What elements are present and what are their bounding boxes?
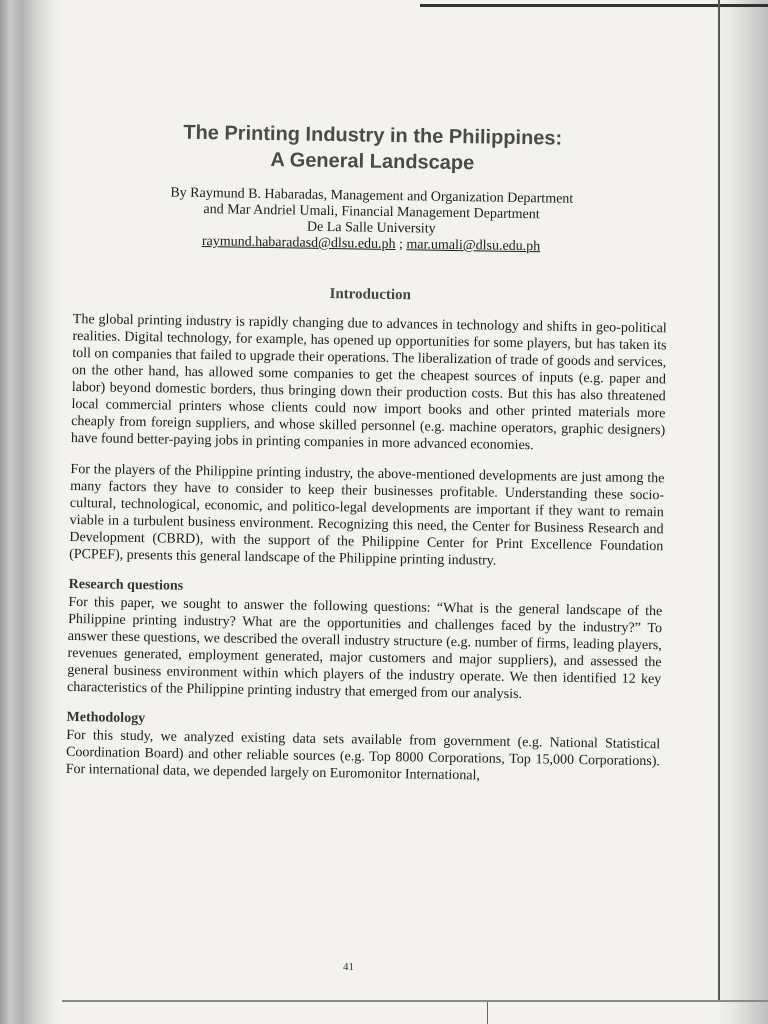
page-edge-tick bbox=[487, 1002, 488, 1024]
author-affiliation: De La Salle University bbox=[306, 219, 436, 237]
introduction-heading: Introduction bbox=[329, 286, 412, 304]
document-title bbox=[75, 118, 670, 179]
title-line-2: A General Landscape bbox=[270, 149, 475, 175]
introduction-paragraph-2: For the players of the Philippine printing industry, the above-mentioned developments are just among the many factors they have to consider to keep their businesses profitable. Understanding these socio-cultural, technological, economic, and politico-legal developments are important if they want to remain viable in a turbulent business environment. Recognizing this need, the Center for Business Research and Development (CBRD), with the support of the Philippine Center for Print Excellence Foundation (PCPEF), presents this general landscape of the Philippine printing industry. bbox=[69, 461, 665, 569]
research-questions-heading: Research questions bbox=[68, 576, 184, 594]
email-separator: ; bbox=[395, 237, 407, 253]
author-line-2: and Mar Andriel Umali, Financial Management Department bbox=[203, 202, 540, 223]
document-content bbox=[65, 118, 670, 801]
research-questions-paragraph: For this paper, we sought to answer the following questions: “What is the general landscape of the Philippine printing industry? What are the opportunities and challenges faced by the industry?” To answer these questions, we described the overall industry structure (e.g. number of firms, leading players, revenues generated, employment generated, major customers and major suppliers), and assessed the general business environment within which players of the industry operate. We then identified 12 key characteristics of the Philippine printing industry that emerged from our analysis. bbox=[66, 594, 663, 703]
page-edge-bottom bbox=[62, 1000, 768, 1002]
introduction-paragraph-1: The global printing industry is rapidly changing due to advances in technology and shifts in geo-political realities. Digital technology, for example, has opened up opportunities for some players, but has taken its toll on companies that failed to upgrade their operations. The liberalization of trade of goods and services, on the other hand, has allowed some companies to get the cheapest sources of inputs (e.g. paper and labor) beyond domestic borders, thus bringing down their production costs. But this has also threatened local commercial printers whose clients could now import books and other printed materials more cheaply from foreign suppliers, and whose skilled personnel (e.g. machine operators, graphic designers) have found better-paying jobs in printing companies in more advanced economies. bbox=[70, 311, 667, 454]
page-edge-top bbox=[420, 4, 768, 7]
scan-shadow-left bbox=[0, 0, 62, 1024]
methodology-paragraph: For this study, we analyzed existing data sets available from government (e.g. National Statistical Coordination Board) and other reliable sources (e.g. Top 8000 Corporations, Top 15,000 Corporations). For international data, we depended largely on Euromonitor International, bbox=[65, 727, 661, 784]
author-line-1: By Raymund B. Habaradas, Management and Organization Department bbox=[170, 185, 574, 207]
scan-shadow-right bbox=[718, 0, 768, 1024]
email-link-1[interactable]: raymund.habaradasd@dlsu.edu.ph bbox=[201, 233, 396, 253]
page-number: 41 bbox=[343, 961, 354, 973]
email-link-2[interactable]: mar.umali@dlsu.edu.ph bbox=[406, 237, 541, 255]
author-block bbox=[74, 184, 669, 257]
title-line-1: The Printing Industry in the Philippines: bbox=[183, 121, 563, 150]
methodology-heading: Methodology bbox=[66, 709, 146, 727]
page-edge-right bbox=[718, 0, 720, 1000]
